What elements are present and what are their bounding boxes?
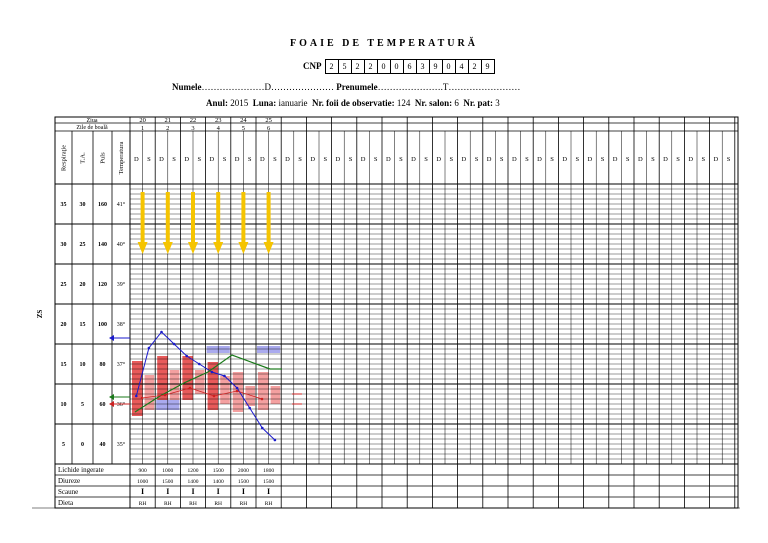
bottom-row-value: RH — [138, 501, 147, 507]
temp-scale-value: 41° — [116, 202, 126, 208]
yellow-arrow-head — [264, 242, 274, 254]
bottom-row-value: I — [267, 487, 271, 496]
ds-label: D — [159, 156, 164, 163]
salon-value: 6 — [454, 98, 459, 108]
puls-point — [198, 363, 201, 366]
fluid-bar — [182, 356, 193, 400]
respiration-point — [261, 398, 264, 401]
ds-label: D — [612, 156, 618, 163]
bottom-row-value: 1200 — [187, 468, 199, 474]
cnp-digit-box: 5 — [338, 59, 352, 74]
bottom-row-value: 1500 — [162, 479, 174, 485]
temp-scale-value: 40° — [116, 242, 126, 248]
temp-scale-value: 37° — [116, 362, 126, 368]
puls-scale-value: 160 — [98, 202, 107, 208]
cnp-digit-box: 0 — [442, 59, 456, 74]
cnp-digit-box: 3 — [416, 59, 430, 74]
ds-label: S — [651, 156, 655, 163]
cnp-digit-box: 0 — [377, 59, 391, 74]
pat-value: 3 — [495, 98, 500, 108]
fluid-bar-secondary — [271, 386, 281, 404]
puls-point — [148, 347, 151, 350]
puls-point — [185, 355, 188, 358]
foii-label: Nr. foii de observatie: — [312, 98, 395, 108]
bottom-row-value: I — [241, 487, 245, 496]
ds-label: S — [550, 156, 554, 163]
ds-label: D — [310, 156, 316, 163]
ds-label: S — [625, 156, 630, 163]
ds-label: D — [688, 156, 694, 163]
temperature-arrow-head — [109, 394, 114, 400]
day-number: 22 — [189, 117, 197, 124]
temp-scale-value: 36° — [116, 402, 126, 408]
bottom-row-value: RH — [189, 501, 197, 507]
column-header: Respiraţie — [60, 144, 68, 172]
numele-label: Numele — [172, 82, 202, 92]
ziua-label: Ziua — [86, 118, 98, 124]
resp-scale-value: 30 — [60, 242, 67, 248]
puls-point — [261, 427, 264, 430]
ds-label: D — [360, 156, 366, 163]
column-header: T.A. — [79, 152, 87, 164]
illness-day-number: 1 — [140, 125, 145, 132]
illness-day-number: 3 — [191, 125, 195, 132]
cnp-digit-box: 2 — [325, 59, 339, 74]
bottom-row-label: Scaune — [58, 488, 79, 496]
ds-label: S — [147, 156, 151, 163]
column-header: Temperatura — [118, 141, 125, 175]
resp-scale-value: 25 — [60, 282, 67, 288]
ta-scale-value: 0 — [81, 442, 84, 448]
ds-label: S — [373, 156, 378, 163]
luna-label: Luna: — [252, 98, 277, 108]
puls-scale-value: 60 — [99, 402, 106, 408]
bottom-row-value: 1500 — [212, 468, 224, 474]
ta-scale-value: 20 — [79, 282, 86, 288]
day-number: 23 — [214, 117, 222, 124]
illness-day-number: 4 — [216, 125, 220, 132]
bottom-row-value: 1400 — [212, 479, 224, 485]
cnp-digit-box: 2 — [468, 59, 482, 74]
puls-scale-value: 100 — [98, 322, 107, 328]
ds-label: D — [209, 156, 215, 163]
puls-point — [248, 407, 251, 410]
ds-label: D — [562, 156, 568, 163]
respiration-point — [236, 390, 239, 393]
cnp-digit-box: 2 — [364, 59, 378, 74]
ds-label: D — [184, 156, 190, 163]
pat-label: Nr. pat: — [463, 98, 494, 108]
document-title: FOAIE DE TEMPERATURĂ — [290, 38, 478, 49]
ta-scale-value: 5 — [81, 402, 84, 408]
bottom-row-value: 1000 — [162, 468, 174, 474]
respiration-arrow-head — [109, 401, 114, 407]
grid-border — [55, 117, 738, 508]
respiration-point — [189, 387, 192, 390]
temp-scale-value: 39° — [116, 282, 126, 288]
bottom-row-value: 2000 — [237, 468, 249, 474]
day-number: 25 — [265, 117, 272, 124]
puls-arrow-head — [109, 335, 114, 341]
ds-label: D — [436, 156, 442, 163]
temp-scale-value: 35° — [116, 442, 126, 448]
foii-value: 124 — [396, 98, 411, 108]
ta-scale-value: 30 — [79, 202, 86, 208]
zile-boala-label: Zile de boală — [76, 125, 108, 131]
bottom-row-value: 1500 — [263, 479, 275, 485]
ds-label: S — [399, 156, 403, 163]
ds-label: S — [172, 156, 176, 163]
illness-day-number: 5 — [241, 125, 246, 132]
puls-point — [236, 387, 239, 390]
yellow-arrow-head — [138, 242, 148, 254]
ds-label: S — [273, 156, 277, 163]
ds-label: D — [486, 156, 492, 163]
ds-label: D — [511, 156, 517, 163]
anul-label: Anul: — [206, 98, 229, 108]
ds-label: S — [499, 156, 504, 163]
bottom-row-value: I — [166, 487, 170, 496]
temp-scale-value: 38° — [116, 322, 126, 328]
cnp-digit-box: 0 — [390, 59, 404, 74]
salon-label: Nr. salon: — [414, 98, 453, 108]
bottom-row-value: I — [216, 487, 220, 496]
puls-scale-value: 120 — [98, 282, 107, 288]
fluid-bar — [233, 372, 244, 412]
bottom-row-value: 900 — [138, 468, 147, 474]
ds-label: D — [461, 156, 467, 163]
bottom-row-value: RH — [163, 501, 172, 507]
ds-label: S — [525, 156, 529, 163]
ds-label: D — [663, 156, 668, 163]
puls-scale-value: 140 — [98, 242, 107, 248]
resp-scale-value: 20 — [60, 322, 67, 328]
puls-scale-value: 80 — [99, 362, 106, 368]
puls-scale-value: 40 — [99, 442, 106, 448]
ds-label: D — [234, 156, 240, 163]
ds-label: S — [348, 156, 353, 163]
bottom-row-value: I — [191, 487, 195, 496]
puls-point — [160, 331, 163, 334]
resp-scale-value: 15 — [60, 362, 67, 368]
bottom-row-value: RH — [239, 501, 248, 507]
illness-day-number: 2 — [166, 125, 170, 132]
ds-label: S — [726, 156, 731, 163]
ds-label: S — [474, 156, 479, 163]
column-header: Puls — [99, 152, 107, 164]
bottom-row-value: I — [141, 487, 145, 496]
ds-label: S — [449, 156, 454, 163]
yellow-arrow-head — [188, 242, 198, 254]
cnp-digit-box: 9 — [481, 59, 495, 74]
respiration-point — [164, 394, 167, 397]
ds-label: D — [285, 156, 290, 163]
ds-label: D — [133, 156, 139, 163]
ds-label: S — [424, 156, 428, 163]
ds-label: D — [637, 156, 643, 163]
ds-label: D — [587, 156, 593, 163]
ds-label: D — [713, 156, 719, 163]
ds-label: S — [222, 156, 227, 163]
ds-label: S — [247, 156, 252, 163]
prenumele-label: Prenumele — [336, 82, 378, 92]
puls-point — [135, 395, 138, 398]
puls-point — [274, 439, 277, 442]
illness-day-number: 6 — [266, 125, 271, 132]
cnp-digit-box: 6 — [403, 59, 417, 74]
bottom-row-value: RH — [264, 501, 273, 507]
ds-label: S — [323, 156, 328, 163]
ds-label: S — [298, 156, 302, 163]
ta-scale-value: 25 — [79, 242, 86, 248]
numele-fill: …………………D………………… — [201, 82, 334, 92]
bottom-row-value: 1400 — [187, 479, 199, 485]
prenumele-fill: ………………….T…………………… — [377, 82, 521, 92]
resp-scale-value: 10 — [60, 402, 67, 408]
respiration-point — [213, 395, 216, 398]
ds-label: S — [701, 156, 706, 163]
resp-scale-value: 35 — [60, 202, 67, 208]
ds-label: S — [197, 156, 202, 163]
cnp-digit-box: 2 — [351, 59, 365, 74]
ds-label: D — [385, 156, 391, 163]
bottom-row-label: Diureze — [58, 477, 81, 485]
ds-label: S — [600, 156, 605, 163]
yellow-arrow-head — [163, 242, 173, 254]
ds-label: D — [335, 156, 341, 163]
ds-label: S — [676, 156, 680, 163]
cnp-digit-box: 4 — [455, 59, 469, 74]
fluid-bar — [258, 372, 269, 410]
bottom-row-value: 1800 — [263, 468, 275, 474]
ds-label: S — [575, 156, 580, 163]
luna-value: ianuarie — [278, 98, 308, 108]
ds-label: D — [537, 156, 542, 163]
puls-point — [211, 371, 214, 374]
side-label: ZS — [36, 309, 44, 319]
bottom-row-value: 1500 — [237, 479, 249, 485]
ta-scale-value: 10 — [79, 362, 86, 368]
resp-scale-value: 5 — [62, 442, 65, 448]
ds-label: D — [411, 156, 416, 163]
cnp-digit-box: 9 — [429, 59, 443, 74]
respiration-point — [141, 397, 144, 400]
day-number: 21 — [164, 117, 172, 124]
bottom-row-value: RH — [214, 501, 223, 507]
day-number: 20 — [139, 117, 146, 124]
puls-point — [223, 375, 226, 378]
anul-value: 2015 — [230, 98, 249, 108]
bottom-row-label: Lichide ingerate — [58, 466, 104, 474]
bottom-row-value: 1000 — [137, 479, 149, 485]
bottom-row-label: Dieta — [58, 499, 74, 507]
ta-scale-value: 15 — [79, 322, 86, 328]
ds-label: D — [259, 156, 265, 163]
day-number: 24 — [240, 117, 247, 124]
yellow-arrow-head — [213, 242, 223, 254]
puls-point — [173, 343, 176, 346]
yellow-arrow-head — [238, 242, 248, 254]
cnp-label: CNP — [303, 61, 322, 71]
